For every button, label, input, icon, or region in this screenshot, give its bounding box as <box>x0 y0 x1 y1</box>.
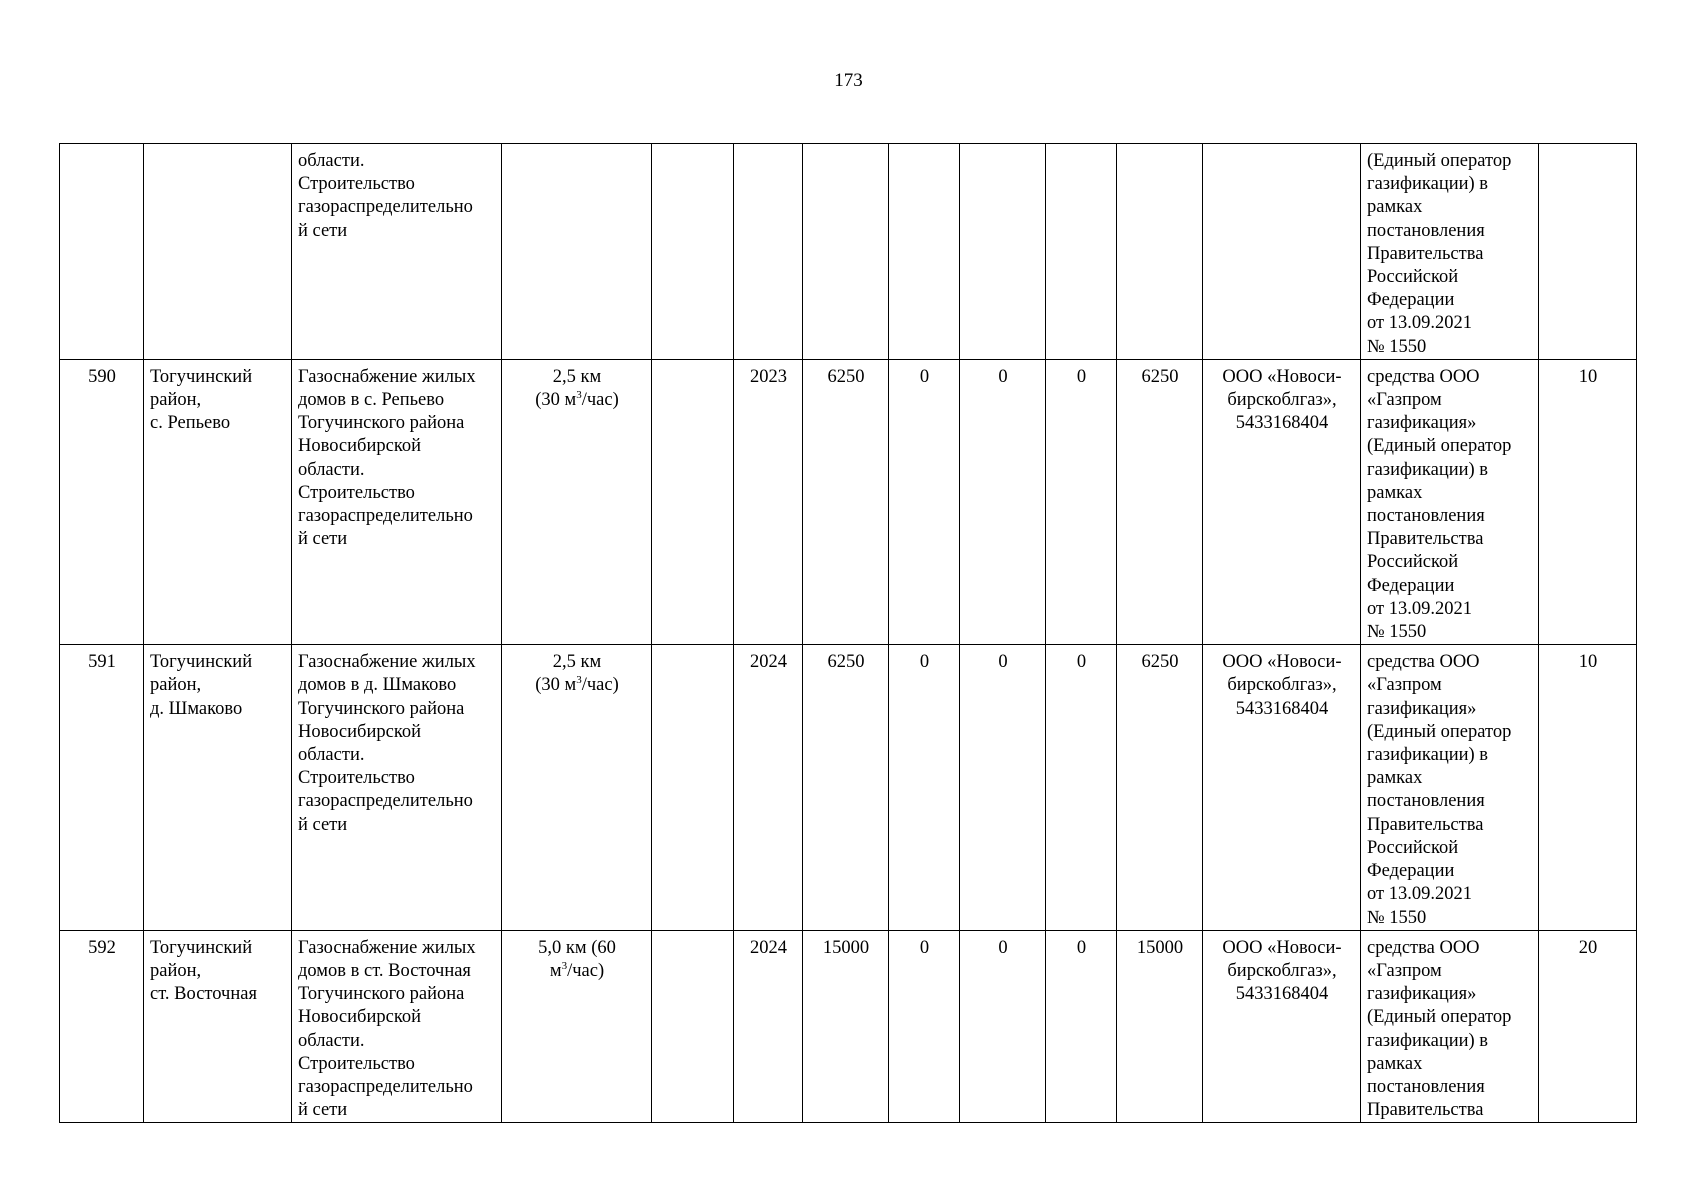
length-line-1: 2,5 км <box>552 652 602 673</box>
cell-operator: ООО «Новоси- бирскоблгаз», 5433168404 <box>1203 645 1361 930</box>
cell-location: Тогучинский район, ст. Восточная <box>144 930 292 1123</box>
length-line-2: м <box>549 960 562 981</box>
cell-length <box>502 645 652 930</box>
cell-v4: 6250 <box>1117 359 1203 644</box>
cell-length <box>502 144 652 360</box>
cell-v3: 0 <box>1046 930 1117 1123</box>
cell-num: 590 <box>60 359 144 644</box>
cell-operator <box>1203 144 1361 360</box>
cell-num: 592 <box>60 930 144 1123</box>
cell-v2 <box>960 144 1046 360</box>
cell-num: 591 <box>60 645 144 930</box>
cell-location: Тогучинский район, д. Шмаково <box>144 645 292 930</box>
cell-length <box>502 359 652 644</box>
cell-v4: 6250 <box>1117 645 1203 930</box>
cell-funding: средства ООО «Газпром газификация» (Единый оператор газификации) в рамках постановления Правительства <box>1361 930 1539 1123</box>
cell-length <box>502 930 652 1123</box>
cell-col5 <box>652 359 734 644</box>
length-line-2: (30 м <box>535 390 577 411</box>
cell-v1: 0 <box>889 930 960 1123</box>
cell-total: 6250 <box>803 359 889 644</box>
cell-v3: 0 <box>1046 359 1117 644</box>
cell-description: Газоснабжение жилых домов в ст. Восточная Тогучинского района Новосибирской области. Строительство газораспределительно й сети <box>292 930 502 1123</box>
cell-last: 10 <box>1539 359 1637 644</box>
length-line-2-tail: /час) <box>567 960 605 981</box>
table-row-continuation <box>60 144 1637 360</box>
cell-last: 20 <box>1539 930 1637 1123</box>
cell-v2: 0 <box>960 645 1046 930</box>
cell-total: 15000 <box>803 930 889 1123</box>
cell-col5 <box>652 930 734 1123</box>
gasification-table <box>59 143 1637 1123</box>
cell-num <box>60 144 144 360</box>
cell-col5 <box>652 645 734 930</box>
cell-v1: 0 <box>889 645 960 930</box>
length-superscript: 3 <box>576 674 582 687</box>
length-superscript: 3 <box>561 959 568 972</box>
length-line-1: 5,0 км (60 <box>538 937 616 958</box>
table-row <box>60 645 1637 930</box>
cell-location: Тогучинский район, с. Репьево <box>144 359 292 644</box>
length-line-2-tail: /час) <box>581 675 619 696</box>
page-number: 173 <box>834 70 863 91</box>
cell-v1: 0 <box>889 359 960 644</box>
cell-operator: ООО «Новоси- бирскоблгаз», 5433168404 <box>1203 359 1361 644</box>
cell-v1 <box>889 144 960 360</box>
cell-total: 6250 <box>803 645 889 930</box>
cell-v4 <box>1117 144 1203 360</box>
cell-location <box>144 144 292 360</box>
cell-col5 <box>652 144 734 360</box>
length-line-2-tail: /час) <box>581 390 619 411</box>
cell-funding: средства ООО «Газпром газификация» (Единый оператор газификации) в рамках постановления Правительства Российской Федерации от 13.09.2021 № 1550 <box>1361 645 1539 930</box>
cell-description: Газоснабжение жилых домов в с. Репьево Тогучинского района Новосибирской области. Строительство газораспределительно й сети <box>292 359 502 644</box>
cell-last: 10 <box>1539 645 1637 930</box>
cell-funding: (Единый оператор газификации) в рамках постановления Правительства Российской Федерации от 13.09.2021 № 1550 <box>1361 144 1539 360</box>
cell-total <box>803 144 889 360</box>
cell-operator: ООО «Новоси- бирскоблгаз», 5433168404 <box>1203 930 1361 1123</box>
length-line-2: (30 м <box>535 675 577 696</box>
cell-v4: 15000 <box>1117 930 1203 1123</box>
cell-year <box>734 144 803 360</box>
cell-description: Газоснабжение жилых домов в д. Шмаково Тогучинского района Новосибирской области. Строительство газораспределительно й сети <box>292 645 502 930</box>
cell-v3: 0 <box>1046 645 1117 930</box>
cell-v2: 0 <box>960 359 1046 644</box>
cell-last <box>1539 144 1637 360</box>
cell-year: 2023 <box>734 359 803 644</box>
cell-v2: 0 <box>960 930 1046 1123</box>
length-superscript: 3 <box>576 388 582 401</box>
cell-v3 <box>1046 144 1117 360</box>
length-line-1: 2,5 км <box>552 366 602 387</box>
cell-funding: средства ООО «Газпром газификация» (Единый оператор газификации) в рамках постановления Правительства Российской Федерации от 13.09.2021 № 1550 <box>1361 359 1539 644</box>
table-row <box>60 359 1637 644</box>
cell-year: 2024 <box>734 645 803 930</box>
table-row <box>60 930 1637 1123</box>
cell-description: области. Строительство газораспределительно й сети <box>292 144 502 360</box>
cell-year: 2024 <box>734 930 803 1123</box>
